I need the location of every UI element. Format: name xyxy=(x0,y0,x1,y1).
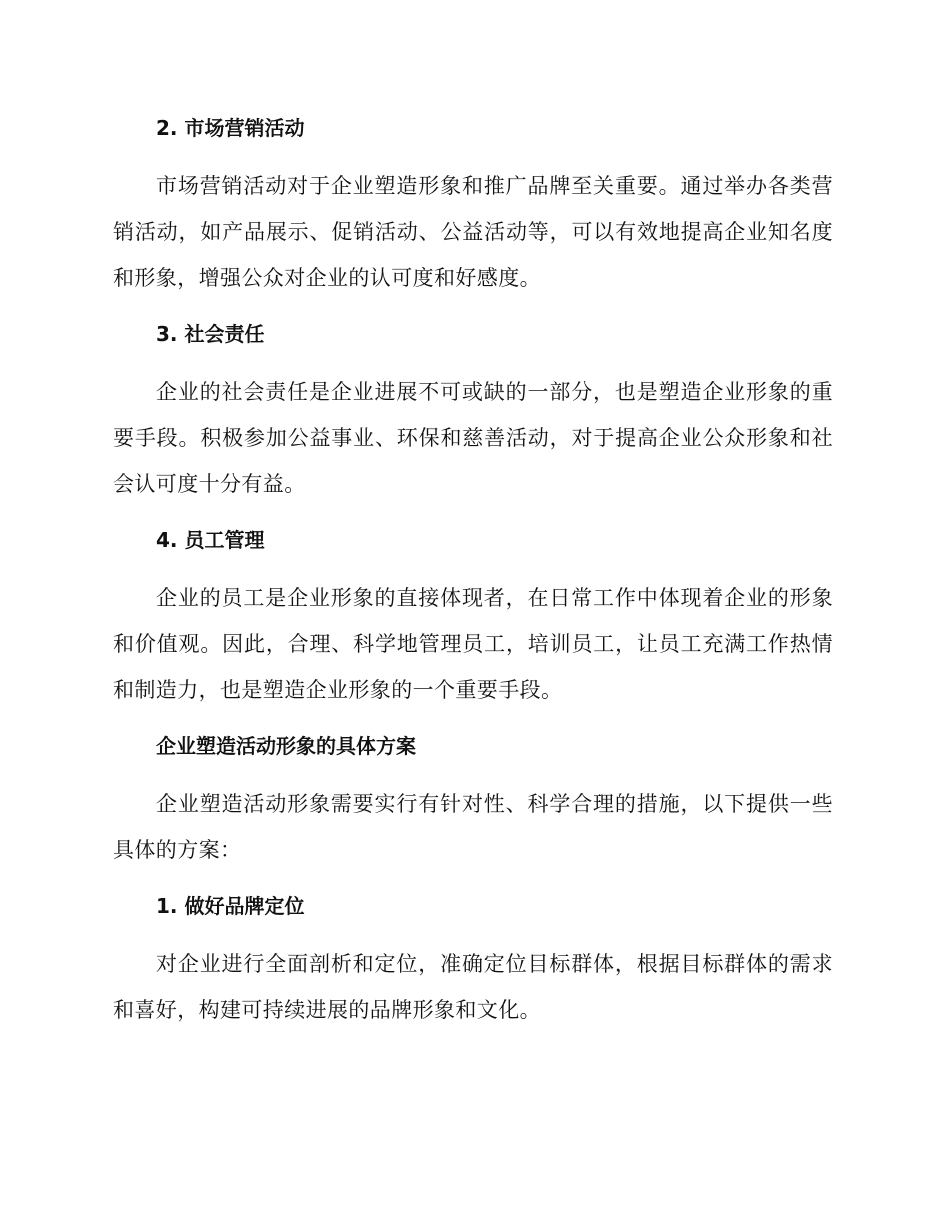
section-heading-brand-positioning: 1. 做好品牌定位 xyxy=(156,894,305,918)
section-heading-social-responsibility: 3. 社会责任 xyxy=(156,322,265,346)
section-heading-staff-management: 4. 员工管理 xyxy=(156,528,265,552)
section-paragraph-specific-plans: 企业塑造活动形象需要实行有针对性、科学合理的措施，以下提供一些具体的方案： xyxy=(113,792,833,862)
section-paragraph-brand-positioning: 对企业进行全面剖析和定位，准确定位目标群体，根据目标群体的需求和喜好，构建可持续进展的品牌形象和文化。 xyxy=(113,952,833,1022)
section-paragraph-marketing: 市场营销活动对于企业塑造形象和推广品牌至关重要。通过举办各类营销活动，如产品展示、促销活动、公益活动等，可以有效地提高企业知名度和形象，增强公众对企业的认可度和好感度。 xyxy=(113,174,833,290)
section-paragraph-social-responsibility: 企业的社会责任是企业进展不可或缺的一部分，也是塑造企业形象的重要手段。积极参加公益事业、环保和慈善活动，对于提高企业公众形象和社会认可度十分有益。 xyxy=(113,380,833,496)
section-heading-marketing: 2. 市场营销活动 xyxy=(156,116,305,140)
section-paragraph-staff-management: 企业的员工是企业形象的直接体现者，在日常工作中体现着企业的形象和价值观。因此，合理、科学地管理员工，培训员工，让员工充满工作热情和制造力，也是塑造企业形象的一个重要手段。 xyxy=(113,586,833,702)
section-heading-specific-plans: 企业塑造活动形象的具体方案 xyxy=(156,734,416,758)
document-body xyxy=(113,108,833,1033)
